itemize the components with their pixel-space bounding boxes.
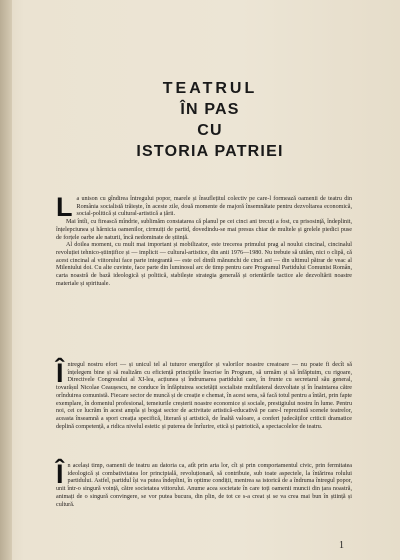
article-section-3	[56, 459, 352, 509]
drop-cap: L	[56, 192, 73, 222]
title-line-4: ISTORIA PATRIEI	[136, 143, 284, 160]
page-number: 1	[339, 540, 344, 551]
drop-cap: Î	[56, 358, 64, 388]
drop-cap: Î	[56, 459, 64, 489]
paragraph: n același timp, oamenii de teatru au datoria ca, atît prin arta lor, cît și prin comportamentul civic, prin fermitatea ideologică și combativitatea lor principială, revoluționară, să contribuie, sub toate aspectele, la întărirea rolului partidului. Astfel, partidul își va putea îndeplini, în optime condiții, menirea sa istorică de a îndruma întregul popor, unit într-o singură voință, către societatea viitorului. Anume acea societate în care toți oamenii muncii din țara noastră, animați de o singură convingere, se vor putea bucura, din plin, de tot ce s-a creat și se va crea mai bun în știință și cultură.	[56, 463, 352, 508]
article-title	[110, 78, 310, 162]
title-line-2: ÎN PAS	[180, 101, 240, 118]
article-section-1	[56, 192, 352, 288]
title-line-3: CU	[197, 122, 223, 139]
article-section-2	[56, 358, 352, 431]
title-line-1: TEATRUL	[162, 80, 258, 97]
paragraph: Mai întîi, cu firească mîndrie, sublimăm constatarea că planul pe cei cinci ani trecuți a fost, cu prisosință, îndeplinit, înțelepciunea și hărnicia oamenilor, cirmuiți de partid, dovedindu-se mai presus chiar de multele și grelele piedici puse de forțele oarbe ale naturii, încă nedominate de știință.	[56, 219, 352, 241]
paragraph: Al doilea moment, cu mult mai important și mobilizator, este trecerea primului prag al noului cincinal, cincinalul revoluției tehnico-științifice și — implicit — cultural-artistice, din anii 1976—1980. Nu trebuie să uităm, nici o clipă, că acest cincinal al viitorului face parte integrantă — este cel dintîi mănunchi de cinci ani — din ultimul pătrar de veac al Mileniului doi. Cu alte cuvinte, face parte din luminosul arc de timp pentru care Programul Partidului Comunist Român, carta noastră de bază ideologică și politică, stabilește strategia generală și orientările tactice ale dezvoltării noastre materiale și spirituale.	[56, 242, 352, 287]
page-binding-shadow	[0, 0, 12, 560]
paragraph: a unison cu gîndirea întregului popor, marele și însuflețitul colectiv pe care-l formează oamenii de teatru din România socialistă trăiește, în aceste zile, două momente de majoră însemnătate pentru dezvoltarea economică, social-politică și cultural-artistică a țării.	[76, 196, 352, 218]
paragraph: ntregul nostru efort — și unicul tel al tuturor energiilor și valorilor noastre creatoare — nu poate fi decît să înțelegem bine și să realizăm cu eficiență principiile înscrise în Program, să urmăm și să înfăptuim, cu rigoare, Directivele Congresului al XI-lea, acțiunea și îndrumarea partidului care, în frunte cu secretarul său general, tovarășul Nicolae Ceaușescu, ne conduce în înfăptuirea societății socialiste multilateral dezvoltate și în înaintarea către orînduirea comunistă. Fiecare sector de muncă și de creație e chemat, în acest sens, să facă totul pentru a întări, prin fapte exemplare, în domeniul profesional, temeiurile creșterii noastre economice și sociale, prestigiului nostru în lume. Pentru noi, cei ce lucrăm în acest ampla și bogat sector de activitate artistică-educativă pe care-l reprezintă scenele teatrelor, aceasta înseamnă a spori creația specifică, literară și artistică, de înaltă valoare, a conferi judecăților criticii dramatice deplină competență, a ridica nivelul estetic și puterea de înrîurire, etică și patriotică, a spectacolelor de teatru.	[56, 362, 352, 430]
